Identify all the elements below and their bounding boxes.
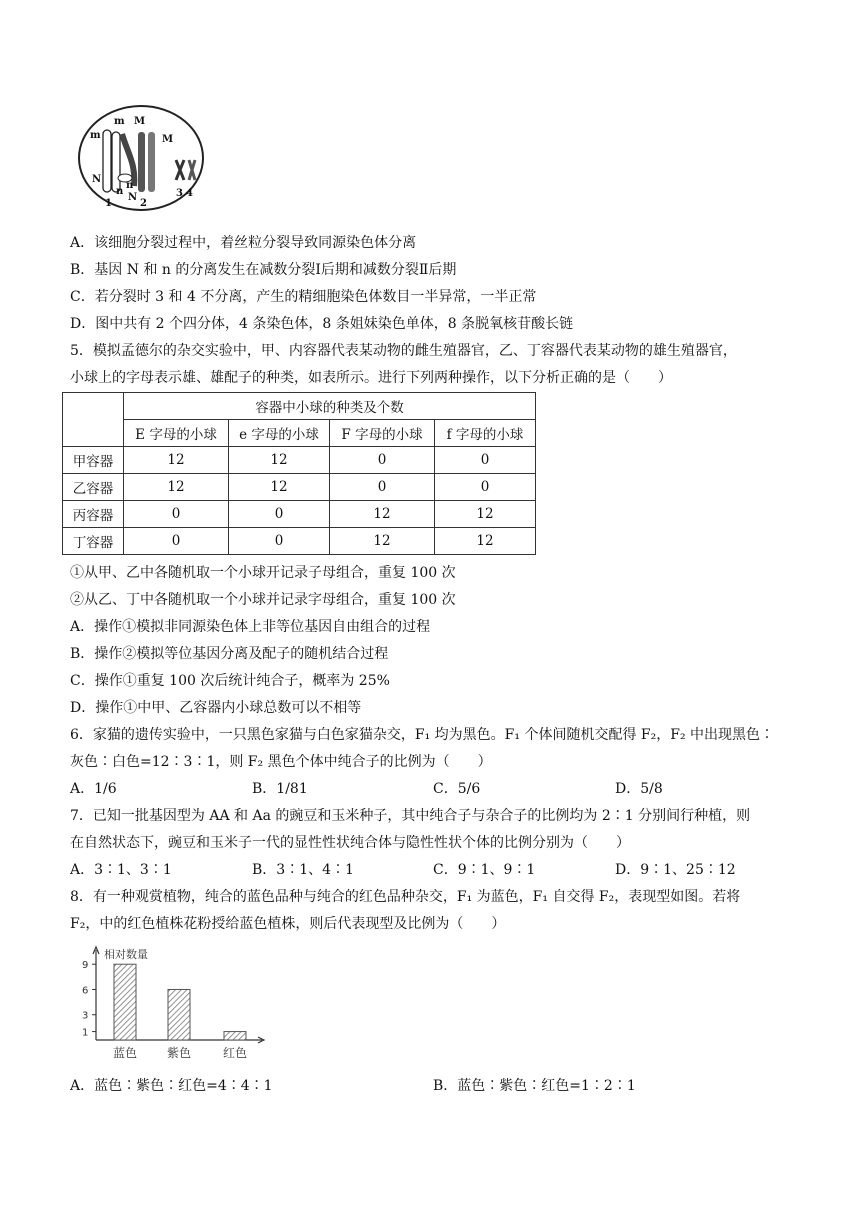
q8-stem-line2: F₂，中的红色植株花粉授给蓝色植株，则后代表现型及比例为（ ） xyxy=(70,916,506,932)
q5-option-b: B．操作②模拟等位基因分离及配子的随机结合过程 xyxy=(70,646,389,662)
q5-option-a: A．操作①模拟非同源染色体上非等位基因自由组合的过程 xyxy=(70,619,431,635)
table-row: 丁容器 0 0 12 12 xyxy=(63,528,536,555)
table-row: 丙容器 0 0 12 12 xyxy=(63,501,536,528)
q7-stem-line2: 在自然状态下，豌豆和玉米子一代的显性性状纯合体与隐性性状个体的比例分别为（ ） xyxy=(70,835,630,851)
bar-2 xyxy=(224,1032,246,1040)
q6-option-b: B．1/81 xyxy=(252,781,308,797)
label-N-bottom: N xyxy=(128,192,138,203)
y-tick-label: 1 xyxy=(82,1027,89,1039)
x-category-label: 蓝色 xyxy=(112,1046,138,1060)
label-4: 4 xyxy=(186,188,193,199)
table-row: 乙容器 12 12 0 0 xyxy=(63,474,536,501)
container-ball-table xyxy=(62,392,536,555)
table-group-header: 容器中小球的种类及个数 xyxy=(124,393,536,420)
col-header-E: E 字母的小球 xyxy=(124,420,229,447)
col-header-e: e 字母的小球 xyxy=(229,420,330,447)
label-1: 1 xyxy=(105,198,112,209)
q4-option-d: D．图中共有 2 个四分体，4 条染色体，8 条姐妹染色单体，8 条脱氧核苷酸长链 xyxy=(70,316,574,332)
q6-option-c: C．5/6 xyxy=(433,781,481,797)
q7-option-b: B．3∶1、4∶1 xyxy=(252,862,354,878)
y-tick-label: 9 xyxy=(82,960,89,972)
q8-stem-line1: 8．有一种观赏植物，纯合的蓝色品种与纯合的红色品种杂交，F₁ 为蓝色，F₁ 自交得 F₂，表现型如图。若将 xyxy=(70,889,741,905)
chromosome-diagram xyxy=(76,104,206,212)
q6-option-d: D．5/8 xyxy=(615,781,663,797)
q5-option-c: C．操作①重复 100 次后统计纯合子，概率为 25% xyxy=(70,673,390,689)
q4-option-b: B．基因 N 和 n 的分离发生在减数分裂Ⅰ后期和减数分裂Ⅱ后期 xyxy=(70,262,457,278)
col-header-F: F 字母的小球 xyxy=(330,420,435,447)
q4-option-a: A．该细胞分裂过程中，着丝粒分裂导致同源染色体分离 xyxy=(70,235,417,251)
q6-stem-line1: 6．家猫的遗传实验中，一只黑色家猫与白色家猫杂交，F₁ 均为黑色。F₁ 个体间随机交配得 F₂，F₂ 中出现黑色∶ xyxy=(70,727,775,743)
x-category-label: 红色 xyxy=(222,1046,248,1060)
table-row: 甲容器 12 12 0 0 xyxy=(63,447,536,474)
q7-option-d: D．9∶1、25∶12 xyxy=(615,862,736,878)
q6-stem-line2: 灰色∶白色=12∶3∶1，则 F₂ 黑色个体中纯合子的比例为（ ） xyxy=(70,754,492,770)
y-tick-label: 3 xyxy=(82,1010,89,1022)
q5-operation-2: ②从乙、丁中各随机取一个小球并记录字母组合，重复 100 次 xyxy=(70,592,456,608)
label-m-left: m xyxy=(90,130,101,141)
label-M-right: M xyxy=(162,134,174,145)
q8-option-a: A．蓝色∶紫色∶红色=4∶4∶1 xyxy=(70,1078,273,1094)
q7-option-c: C．9∶1、9∶1 xyxy=(433,862,536,878)
q5-operation-1: ①从甲、乙中各随机取一个小球开记录子母组合，重复 100 次 xyxy=(70,565,456,581)
label-3: 3 xyxy=(176,188,183,199)
q5-stem-line2: 小球上的字母表示雄、雄配子的种类，如表所示。进行下列两种操作，以下分析正确的是（ ） xyxy=(70,370,672,386)
q8-option-b: B．蓝色∶紫色∶红色=1∶2∶1 xyxy=(433,1078,636,1094)
label-N-left: N xyxy=(92,174,102,185)
q4-option-c: C．若分裂时 3 和 4 不分离，产生的精细胞染色体数目一半异常，一半正常 xyxy=(70,289,537,305)
label-n-2: n xyxy=(126,180,134,191)
y-axis-label: 相对数量 xyxy=(104,948,148,961)
x-category-label: 紫色 xyxy=(166,1046,192,1060)
y-tick-label: 6 xyxy=(82,985,89,997)
label-M-top: M xyxy=(134,116,146,127)
label-m-top: m xyxy=(114,116,125,127)
bar-1 xyxy=(168,989,190,1040)
q5-option-d: D．操作①中甲、乙容器内小球总数可以不相等 xyxy=(70,700,362,716)
label-2: 2 xyxy=(140,198,147,209)
phenotype-bar-chart xyxy=(72,940,268,1062)
q5-stem-line1: 5．模拟孟德尔的杂交实验中，甲、内容器代表某动物的雌生殖器官，乙、丁容器代表某动物的雄生殖器官， xyxy=(70,343,737,359)
bar-0 xyxy=(114,964,136,1040)
q6-option-a: A．1/6 xyxy=(70,781,117,797)
label-n-1: n xyxy=(116,186,124,197)
q7-option-a: A．3∶1、3∶1 xyxy=(70,862,172,878)
col-header-f: f 字母的小球 xyxy=(435,420,536,447)
q7-stem-line1: 7．已知一批基因型为 AA 和 Aa 的豌豆和玉米种子，其中纯合子与杂合子的比例均为 2∶1 分别间行种植，则 xyxy=(70,808,751,824)
